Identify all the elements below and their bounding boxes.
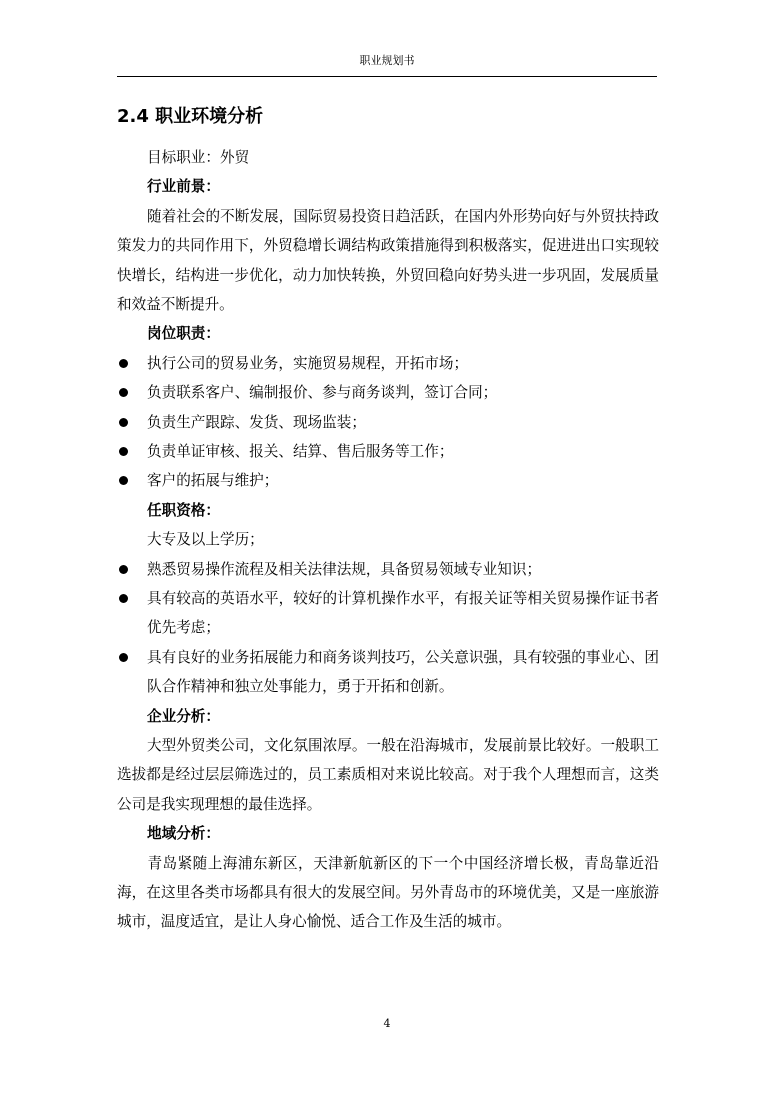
industry-text: 随着社会的不断发展，国际贸易投资日趋活跃，在国内外形势向好与外贸扶持政策发力的共同作用下，外贸稳增长调结构政策措施得到积极落实，促进进出口实现较快增长，结构进一步优化，动力加快转换，外贸回稳向好势头进一步巩固，发展质量和效益不断提升。 (117, 207, 659, 313)
company-text: 大型外贸类公司，文化氛围浓厚。一般在沿海城市，发展前景比较好。一般职工选拔都是经过层层筛选过的，员工素质相对来说比较高。对于我个人理想而言，这类公司是我实现理想的最佳选择。 (117, 737, 659, 813)
list-item: 具有较高的英语水平，较好的计算机操作水平，有报关证等相关贸易操作证书者优先考虑； (117, 584, 659, 643)
industry-label: 行业前景： (147, 178, 220, 196)
region-label: 地域分析： (147, 825, 220, 843)
page-number: 4 (383, 1017, 391, 1030)
list-item: 负责单证审核、报关、结算、售后服务等工作； (117, 437, 659, 466)
bullet-icon (119, 565, 128, 574)
header-rule (117, 76, 657, 77)
qualifications-list (117, 555, 659, 702)
industry-paragraph (117, 202, 659, 320)
page-header: 职业规划书 (359, 54, 415, 67)
qualifications-label: 任职资格： (147, 501, 220, 519)
company-paragraph (117, 731, 659, 819)
duties-label: 岗位职责： (147, 325, 220, 343)
content-body (117, 143, 659, 937)
list-item: 负责联系客户、编制报价、参与商务谈判，签订合同； (117, 378, 659, 407)
company-label: 企业分析： (147, 707, 220, 725)
bullet-icon (119, 359, 128, 368)
target-career: 目标职业：外贸 (147, 149, 250, 166)
list-item: 熟悉贸易操作流程及相关法律法规，具备贸易领域专业知识； (117, 555, 659, 584)
bullet-icon (119, 388, 128, 397)
list-item: 负责生产跟踪、发货、现场监装； (117, 408, 659, 437)
region-text: 青岛紧随上海浦东新区，天津新航新区的下一个中国经济增长极，青岛靠近沿海，在这里各类市场都具有很大的发展空间。另外青岛市的环境优美，又是一座旅游城市，温度适宜，是让人身心愉悦、适合工作及生活的城市。 (117, 854, 659, 931)
bullet-icon (119, 447, 128, 456)
list-item: 执行公司的贸易业务，实施贸易规程，开拓市场； (117, 349, 659, 378)
region-paragraph (117, 849, 659, 937)
bullet-icon (119, 653, 128, 662)
education-requirement: 大专及以上学历； (147, 531, 264, 549)
bullet-icon (119, 476, 128, 485)
duties-list (117, 349, 659, 496)
list-item: 客户的拓展与维护； (117, 466, 659, 495)
bullet-icon (119, 594, 128, 603)
bullet-icon (119, 418, 128, 427)
section-title: 2.4 职业环境分析 (117, 106, 264, 127)
list-item: 具有良好的业务拓展能力和商务谈判技巧，公关意识强，具有较强的事业心、团队合作精神和独立处事能力，勇于开拓和创新。 (117, 643, 659, 702)
